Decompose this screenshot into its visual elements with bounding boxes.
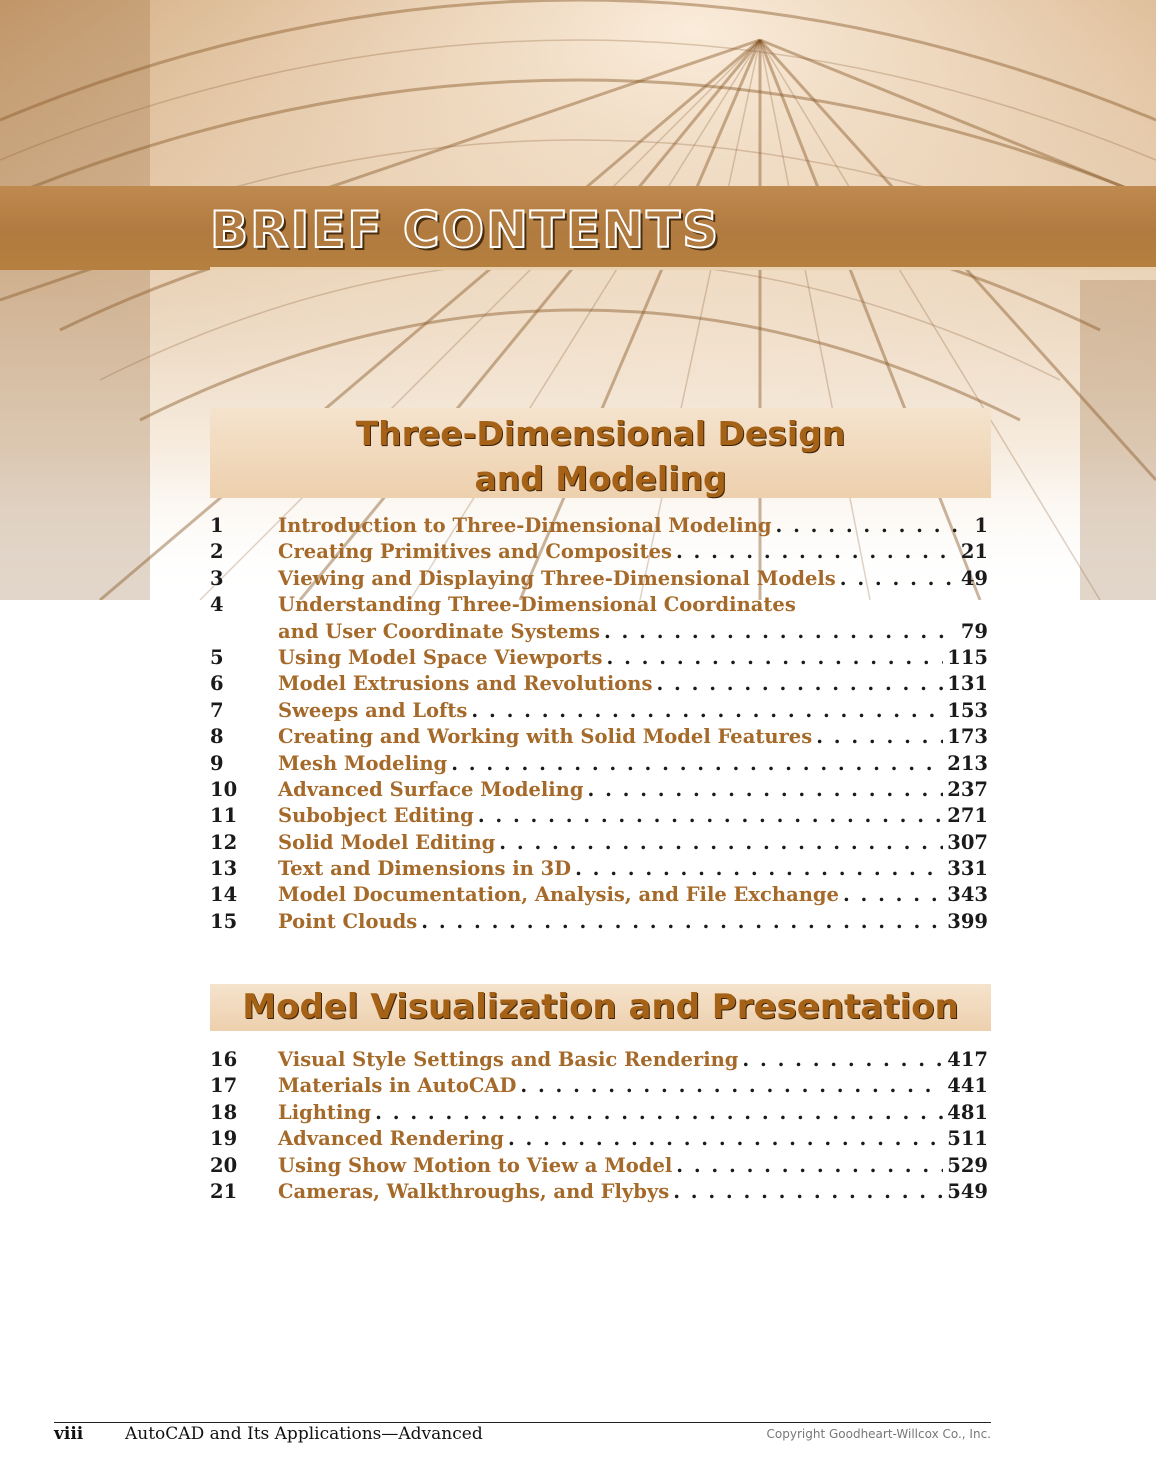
- leader-dots: [575, 857, 943, 880]
- footer-rule: [54, 1422, 991, 1423]
- leader-dots: [375, 1101, 943, 1124]
- chapter-title[interactable]: Creating and Working with Solid Model Features: [278, 725, 813, 749]
- chapter-page: 331: [947, 857, 988, 881]
- chapter-page: 1: [974, 514, 988, 537]
- toc-row[interactable]: [210, 1101, 988, 1127]
- chapter-number: 16: [210, 1048, 238, 1071]
- chapter-title[interactable]: Cameras, Walkthroughs, and Flybys: [278, 1179, 670, 1203]
- chapter-number: 9: [210, 751, 224, 775]
- chapter-number: 4: [210, 593, 224, 617]
- chapter-page: 417: [947, 1048, 988, 1071]
- chapter-title[interactable]: Text and Dimensions in 3D: [278, 857, 572, 881]
- toc-row[interactable]: [210, 699, 988, 725]
- chapter-title[interactable]: Advanced Surface Modeling: [278, 777, 584, 801]
- leader-dots: [604, 620, 957, 643]
- chapter-title[interactable]: Model Extrusions and Revolutions: [278, 672, 653, 696]
- chapter-title[interactable]: Using Show Motion to View a Model: [278, 1153, 673, 1177]
- toc-row[interactable]: [210, 778, 988, 804]
- toc-row[interactable]: [210, 883, 988, 909]
- toc-row[interactable]: [210, 1154, 988, 1180]
- chapter-page: 549: [947, 1179, 988, 1203]
- chapter-page: 271: [947, 804, 988, 828]
- leader-dots: [499, 831, 943, 854]
- chapter-title[interactable]: Using Model Space Viewports: [278, 645, 603, 669]
- toc-row[interactable]: [210, 540, 988, 566]
- toc-row[interactable]: [210, 910, 988, 936]
- chapter-title[interactable]: Subobject Editing: [278, 804, 474, 828]
- chapter-number: 12: [210, 830, 238, 854]
- toc-row[interactable]: [210, 1127, 988, 1153]
- toc-row[interactable]: [210, 1074, 988, 1100]
- chapter-page: 49: [960, 566, 988, 590]
- chapter-number: 17: [210, 1074, 238, 1098]
- chapter-title[interactable]: Solid Model Editing: [278, 830, 496, 854]
- chapter-title[interactable]: Sweeps and Lofts: [278, 698, 468, 722]
- band-rule: [210, 267, 1156, 270]
- leader-dots: [676, 540, 957, 563]
- leader-dots: [676, 1154, 943, 1177]
- leader-dots: [607, 646, 944, 669]
- toc-row[interactable]: [210, 672, 988, 698]
- chapter-page: 399: [947, 909, 988, 933]
- chapter-number: 5: [210, 645, 224, 669]
- brief-contents-title: BRIEF CONTENTS: [210, 201, 721, 259]
- chapter-number: 2: [210, 540, 224, 564]
- chapter-number: 7: [210, 698, 224, 722]
- chapter-page: 79: [960, 619, 988, 643]
- chapter-page: 481: [947, 1100, 988, 1124]
- chapter-title[interactable]: Understanding Three-Dimensional Coordinates: [278, 593, 796, 617]
- leader-dots: [776, 514, 971, 537]
- leader-dots: [421, 910, 943, 933]
- chapter-page: 153: [947, 698, 988, 722]
- chapter-number: 11: [210, 804, 238, 828]
- chapter-title[interactable]: Visual Style Settings and Basic Rendering: [278, 1048, 739, 1071]
- chapter-title[interactable]: Materials in AutoCAD: [278, 1074, 517, 1098]
- leader-dots: [520, 1074, 943, 1097]
- section-title-line: and Modeling: [474, 459, 727, 498]
- toc-row[interactable]: [210, 567, 988, 593]
- chapter-title[interactable]: Introduction to Three-Dimensional Modeling: [278, 514, 772, 537]
- chapter-title[interactable]: Advanced Rendering: [278, 1127, 504, 1151]
- leader-dots: [742, 1048, 943, 1071]
- toc-row-continued[interactable]: [210, 620, 988, 646]
- chapter-number: 8: [210, 725, 224, 749]
- chapter-title[interactable]: Mesh Modeling: [278, 751, 448, 775]
- leader-dots: [673, 1180, 943, 1203]
- chapter-number: 18: [210, 1100, 238, 1124]
- chapter-page: 529: [947, 1153, 988, 1177]
- leader-dots: [843, 883, 943, 906]
- section-heading-3d-design: [210, 408, 991, 498]
- chapter-number: 15: [210, 909, 238, 933]
- toc-row[interactable]: [210, 725, 988, 751]
- chapter-page: 115: [947, 645, 988, 669]
- leader-dots: [656, 672, 943, 695]
- leader-dots: [451, 752, 943, 775]
- footer-page-number: viii: [54, 1424, 84, 1444]
- chapter-page: 511: [947, 1127, 988, 1151]
- toc-row[interactable]: [210, 593, 988, 619]
- chapter-number: 19: [210, 1127, 238, 1151]
- chapter-number: 10: [210, 777, 238, 801]
- footer-copyright: Copyright Goodheart-Willcox Co., Inc.: [766, 1427, 991, 1441]
- leader-dots: [471, 699, 943, 722]
- leader-dots: [816, 725, 943, 748]
- chapter-title[interactable]: Lighting: [278, 1100, 372, 1124]
- chapter-page: 307: [947, 830, 988, 854]
- toc-section-visualization: [210, 1048, 988, 1206]
- toc-section-3d-design: [210, 514, 988, 936]
- chapter-number: 1: [210, 514, 224, 537]
- section-title-line: Three-Dimensional Design: [355, 414, 846, 453]
- chapter-page: 173: [947, 725, 988, 749]
- toc-row[interactable]: [210, 752, 988, 778]
- chapter-number: 21: [210, 1179, 238, 1203]
- leader-dots: [840, 567, 957, 590]
- toc-row[interactable]: [210, 646, 988, 672]
- chapter-number: 6: [210, 672, 224, 696]
- chapter-number: 20: [210, 1153, 238, 1177]
- chapter-page: 131: [947, 672, 988, 696]
- chapter-number: 13: [210, 857, 238, 881]
- chapter-title-continued[interactable]: and User Coordinate Systems: [278, 619, 600, 643]
- section-heading-visualization: [210, 984, 991, 1031]
- chapter-number: 3: [210, 566, 224, 590]
- toc-row[interactable]: [210, 514, 988, 540]
- leader-dots: [478, 804, 943, 827]
- glass-dome-illustration: [0, 0, 1156, 600]
- leader-dots: [508, 1127, 943, 1150]
- section-title-line: Model Visualization and Presentation: [242, 987, 959, 1027]
- toc-row[interactable]: [210, 1048, 988, 1074]
- chapter-page: 21: [960, 540, 988, 564]
- chapter-page: 441: [947, 1074, 988, 1098]
- chapter-page: 213: [947, 751, 988, 775]
- chapter-page: 343: [947, 883, 988, 907]
- chapter-title[interactable]: Model Documentation, Analysis, and File Exchange: [278, 883, 839, 907]
- leader-dots: [588, 778, 944, 801]
- footer-book-title: AutoCAD and Its Applications—Advanced: [125, 1424, 483, 1444]
- toc-row[interactable]: [210, 1180, 988, 1206]
- toc-row[interactable]: [210, 804, 988, 830]
- toc-row[interactable]: [210, 831, 988, 857]
- chapter-page: 237: [947, 777, 988, 801]
- chapter-title[interactable]: Point Clouds: [278, 909, 418, 933]
- toc-row[interactable]: [210, 857, 988, 883]
- chapter-title[interactable]: Creating Primitives and Composites: [278, 540, 672, 564]
- chapter-title[interactable]: Viewing and Displaying Three-Dimensional Models: [278, 566, 836, 590]
- chapter-number: 14: [210, 883, 238, 907]
